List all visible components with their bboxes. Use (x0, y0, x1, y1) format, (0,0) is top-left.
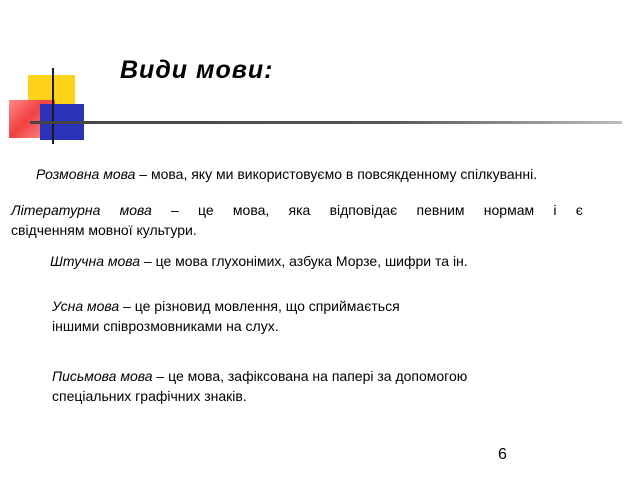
item-term-word: мова (119, 202, 152, 218)
item-line-1 (52, 366, 467, 386)
item-oral-language (52, 296, 400, 336)
item-spoken-language (36, 164, 537, 184)
item-word: певним (416, 202, 465, 218)
item-term: Розмовна мова (36, 166, 136, 182)
decor-vertical-line (52, 68, 54, 144)
item-line-2: свідченням мовної культури. (11, 222, 197, 238)
item-word: і (553, 202, 557, 218)
item-word: яка (288, 202, 311, 218)
item-word: – (171, 202, 179, 218)
item-line-2: іншими співрозмовниками на слух. (52, 318, 279, 334)
item-term: Літературна (11, 202, 101, 218)
title-underline (30, 121, 622, 124)
slide-title: Види мови: (120, 56, 274, 84)
page-number: 6 (498, 446, 507, 463)
item-line-1 (52, 296, 400, 316)
item-literary-language (11, 200, 583, 240)
item-word: це (198, 202, 214, 218)
item-word: є (575, 202, 583, 218)
item-word: нормам (483, 202, 535, 218)
item-term: Усна мова (52, 298, 120, 314)
item-term: Штучна мова (50, 253, 141, 269)
item-word: мова, (232, 202, 270, 218)
item-line-1 (11, 200, 583, 220)
item-written-language (52, 366, 467, 406)
item-definition: – це мова, зафіксована на папері за допомогою (152, 368, 468, 384)
item-line-2: спеціальних графічних знаків. (52, 388, 247, 404)
item-definition: – мова, яку ми використовуємо в повсякденному спілкуванні. (135, 166, 538, 182)
item-term: Письмова мова (52, 368, 153, 384)
item-artificial-language (50, 251, 468, 271)
item-word: відповідає (329, 202, 398, 218)
item-definition: – це мова глухонімих, азбука Морзе, шифри та ін. (140, 253, 468, 269)
item-definition: – це різновид мовлення, що сприймається (119, 298, 400, 314)
